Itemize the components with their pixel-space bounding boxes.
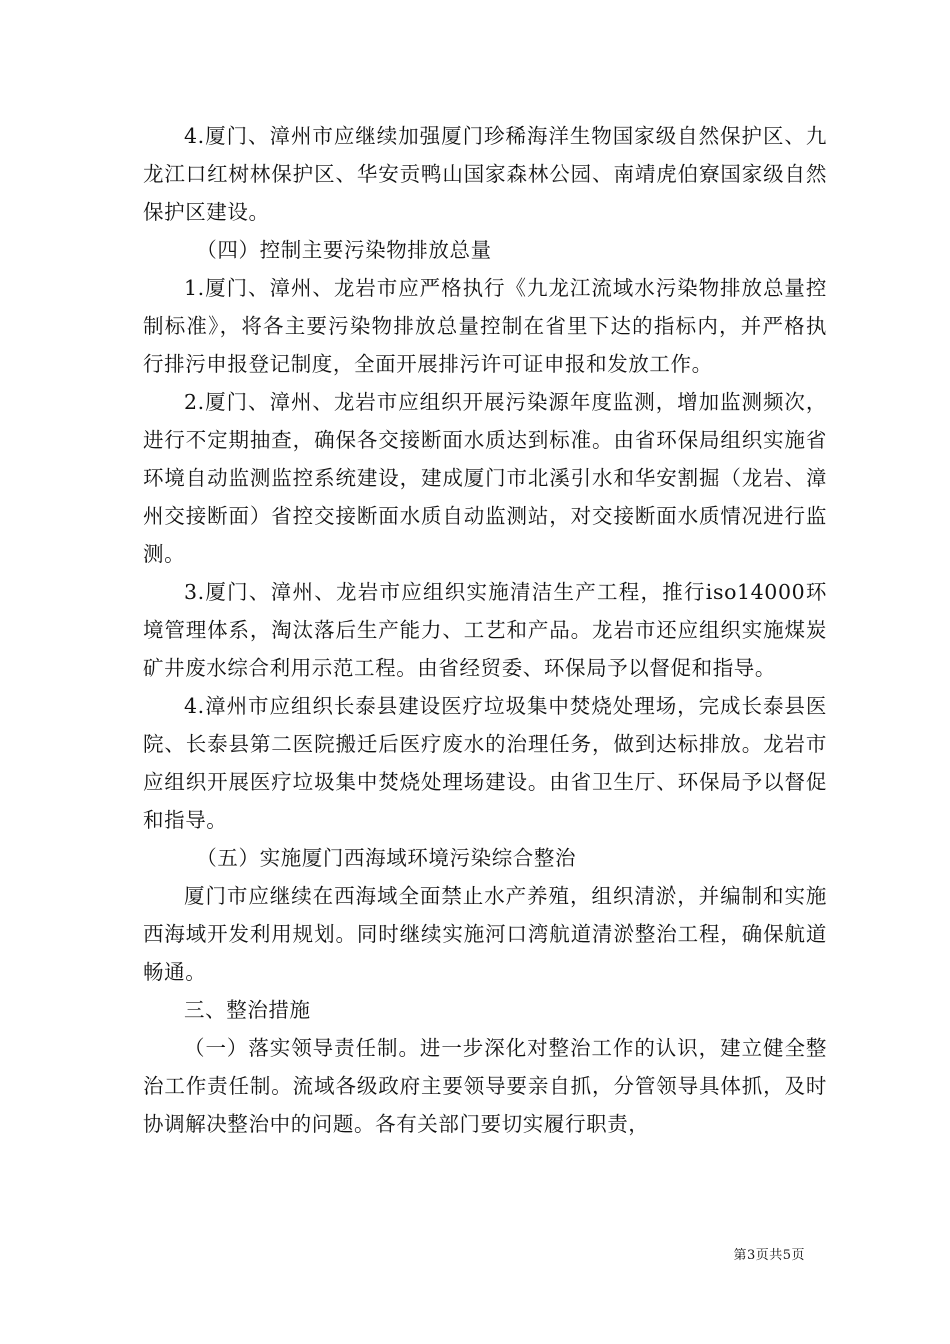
section-heading-four: （四）控制主要污染物排放总量 <box>196 238 492 262</box>
paragraph-item-3-clean-production: 3.厦门、漳州、龙岩市应组织实施清洁生产工程，推行iso14000环境管理体系，淘汰落后生产能力、工艺和产品。龙岩市还应组织实施煤炭矿井废水综合利用示范工程。由省经贸委、环保局予以督促和指导。 <box>143 580 827 680</box>
page-number: 第3页共5页 <box>733 1248 805 1263</box>
section-heading-five: （五）实施厦门西海域环境污染综合整治 <box>196 846 577 870</box>
paragraph-item-2-monitoring: 2.厦门、漳州、龙岩市应组织开展污染源年度监测，增加监测频次，进行不定期抽查，确保各交接断面水质达到标准。由省环保局组织实施省环境自动监测监控系统建设，建成厦门市北溪引水和华安割掘（龙岩、漳州交接断面）省控交接断面水质自动监测站，对交接断面水质情况进行监测。 <box>143 390 827 566</box>
document-body <box>143 117 827 1143</box>
paragraph-item-1-total-control: 1.厦门、漳州、龙岩市应严格执行《九龙江流域水污染物排放总量控制标准》，将各主要污染物排放总量控制在省里下达的指标内，并严格执行排污申报登记制度，全面开展排污许可证申报和发放工作。 <box>143 276 827 376</box>
paragraph-west-sea-area: 厦门市应继续在西海域全面禁止水产养殖，组织清淤，并编制和实施西海域开发利用规划。同时继续实施河口湾航道清淤整治工程，确保航道畅通。 <box>143 884 827 984</box>
paragraph-item-4-nature-reserves: 4.厦门、漳州市应继续加强厦门珍稀海洋生物国家级自然保护区、九龙江口红树林保护区、华安贡鸭山国家森林公园、南靖虎伯寮国家级自然保护区建设。 <box>143 124 827 224</box>
paragraph-item-4-medical-waste: 4.漳州市应组织长泰县建设医疗垃圾集中焚烧处理场，完成长泰县医院、长泰县第二医院搬迁后医疗废水的治理任务，做到达标排放。龙岩市应组织开展医疗垃圾集中焚烧处理场建设。由省卫生厅、环保局予以督促和指导。 <box>143 694 827 832</box>
section-heading-three-measures: 三、整治措施 <box>184 998 311 1022</box>
paragraph-leadership-responsibility: （一）落实领导责任制。进一步深化对整治工作的认识，建立健全整治工作责任制。流域各级政府主要领导要亲自抓，分管领导具体抓，及时协调解决整治中的问题。各有关部门要切实履行职责， <box>143 1036 827 1136</box>
